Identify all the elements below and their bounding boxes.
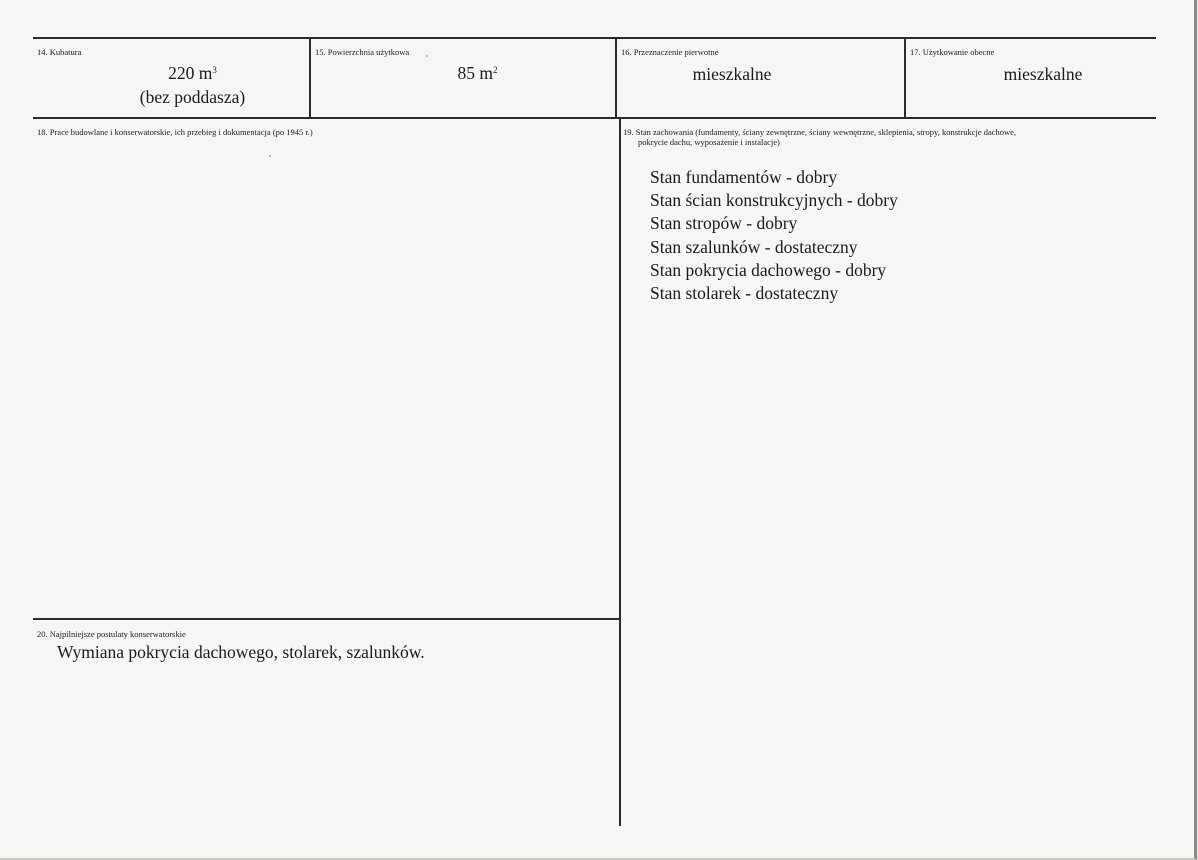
rule-row1-bottom [33, 117, 1156, 119]
field-14-note: (bez poddasza) [139, 87, 246, 107]
condition-item: Stan stropów - dobry [650, 213, 798, 234]
field-19-label-line2: pokrycie dachu, wyposażenie i instalacje) [638, 137, 780, 147]
field-17-value: mieszkalne [1003, 64, 1083, 84]
paper-speck [269, 155, 271, 157]
field-14-value-exponent: 3 [212, 65, 217, 75]
field-16-value: mieszkalne [692, 64, 772, 84]
field-16-label: 16. Przeznaczenie pierwotne [621, 47, 719, 57]
rule-col3 [904, 37, 906, 119]
field-14-value-text: 220 m [168, 63, 213, 83]
field-20-value: Wymiana pokrycia dachowego, stolarek, szalunków. [57, 642, 425, 662]
field-14-label: 14. Kubatura [37, 47, 82, 57]
field-18-label: 18. Prace budowlane i konserwatorskie, ich przebieg i dokumentacja (po 1945 r.) [37, 127, 313, 137]
field-15-value [360, 62, 595, 85]
paper-speck [426, 55, 428, 57]
field-14-value [75, 62, 310, 85]
condition-item: Stan stolarek - dostateczny [650, 283, 839, 304]
field-19-condition-list [650, 166, 898, 305]
field-15-label: 15. Powierzchnia użytkowa [315, 47, 410, 57]
condition-item: Stan fundamentów - dobry [650, 167, 838, 187]
rule-middle [619, 117, 621, 826]
condition-item: Stan ścian konstrukcyjnych - dobry [650, 190, 898, 211]
field-17-label: 17. Użytkowanie obecne [910, 47, 995, 57]
condition-item: Stan pokrycia dachowego - dobry [650, 259, 887, 280]
field-19-label-line1: 19. Stan zachowania (fundamenty, ściany zewnętrzne, ściany wewnętrzne, sklepienia, stropy, konstrukcje dachowe, [623, 127, 1017, 137]
field-20-label: 20. Najpilniejsze postulaty konserwatorskie [37, 629, 186, 639]
field-15-value-exponent: 2 [493, 65, 498, 75]
rule-field20-top [33, 618, 621, 620]
rule-top [33, 37, 1156, 39]
field-15-value-text: 85 m [457, 63, 493, 83]
condition-item: Stan szalunków - dostateczny [650, 236, 858, 257]
